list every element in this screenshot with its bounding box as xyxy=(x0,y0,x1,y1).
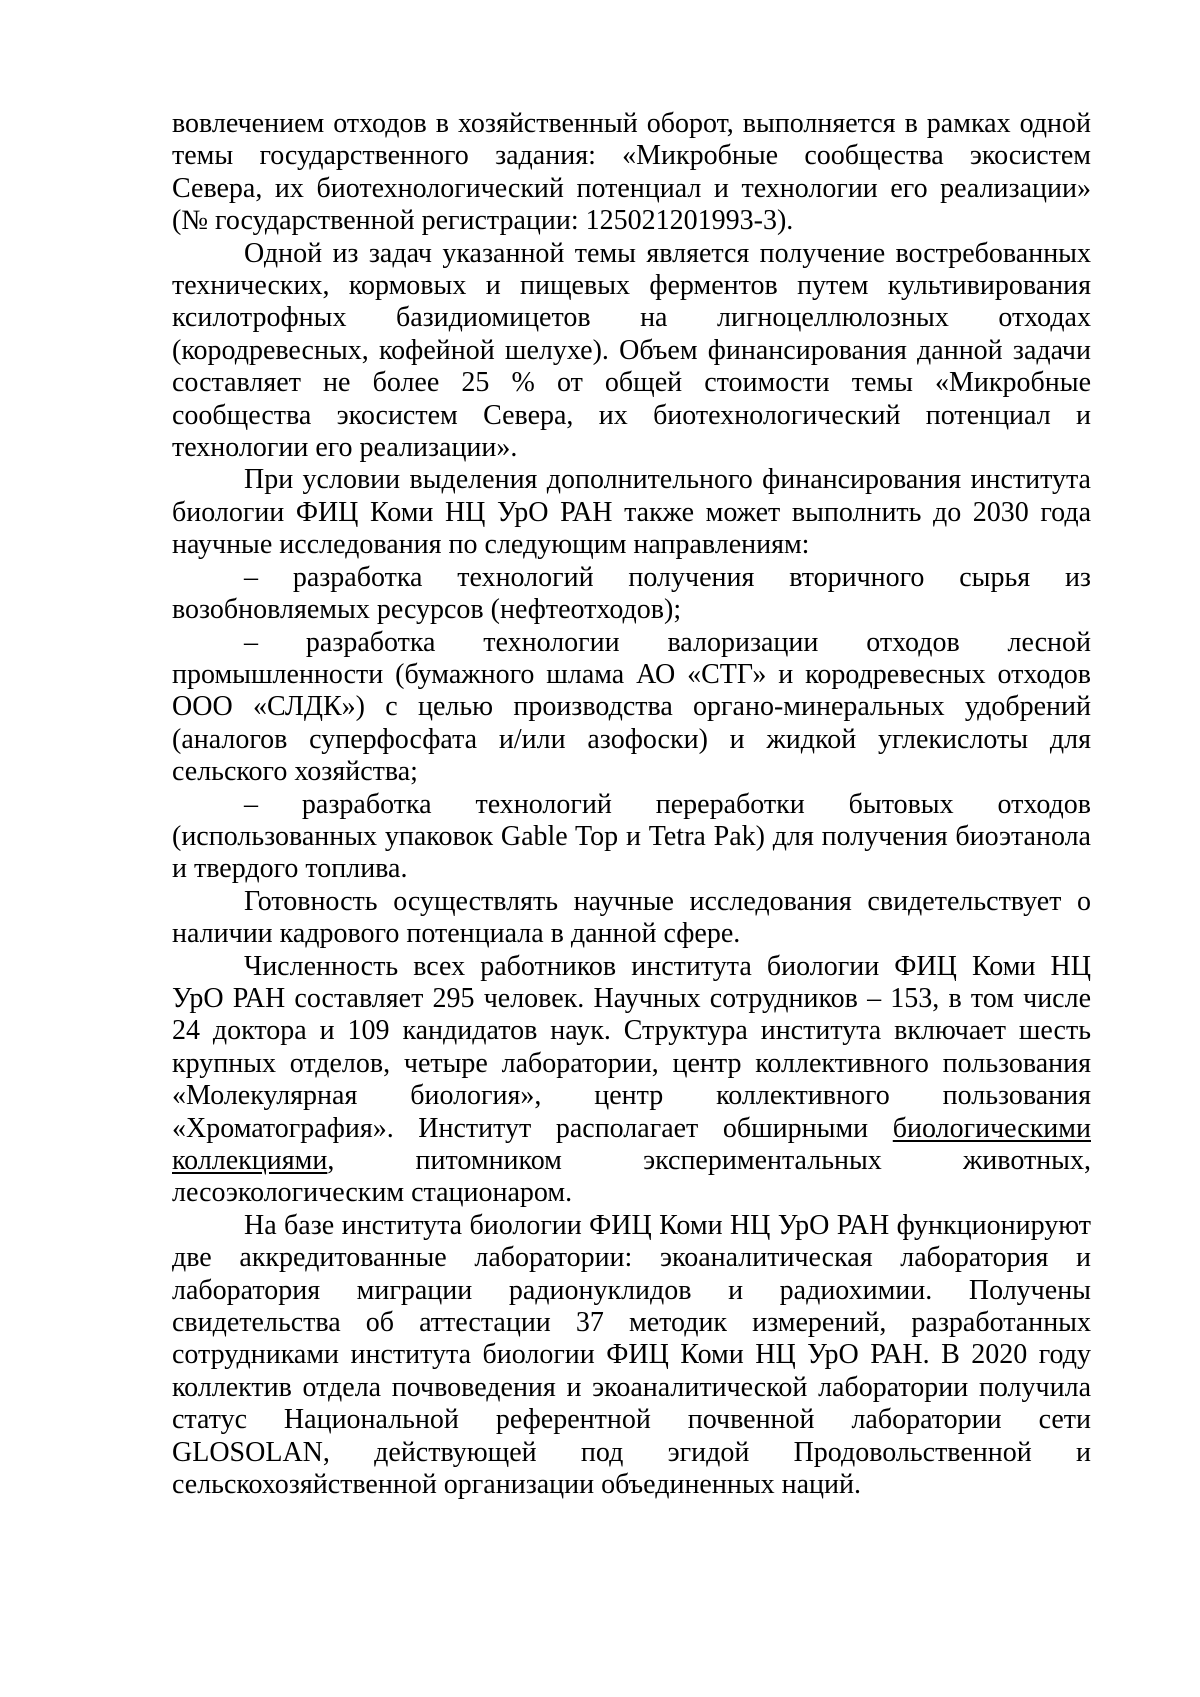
paragraph-readiness: Готовность осуществлять научные исследования свидетельствует о наличии кадрового потенциала в данной сфере. xyxy=(172,885,1091,950)
list-item-household-waste-processing: – разработка технологий переработки бытовых отходов (использованных упаковок Gable Top и Tetra Pak) для получения биоэтанола и твердого топлива. xyxy=(172,788,1091,885)
staff-text-before-link: Численность всех работников института биологии ФИЦ Коми НЦ УрО РАН составляет 295 человек. Научных сотрудников – 153, в том числе 24 доктора и 109 кандидатов наук. Структура института включает шесть крупных отделов, четыре лаборатории, центр коллективного пользования «Молекулярная биология», центр коллективного пользования «Хроматография». Институт располагает обширными xyxy=(172,950,1091,1144)
paragraph-continuation: вовлечением отходов в хозяйственный оборот, выполняется в рамках одной темы государственного задания: «Микробные сообщества экосистем Севера, их биотехнологический потенциал и технологии его реализации» (№ государственной регистрации: 125021201993-3). xyxy=(172,108,1091,237)
paragraph-accredited-labs: На базе института биологии ФИЦ Коми НЦ УрО РАН функционируют две аккредитованные лаборатории: экоаналитическая лаборатория и лаборатория миграции радионуклидов и радиохимии. Получены свидетельства об аттестации 37 методик измерений, разработанных сотрудниками института биологии ФИЦ Коми НЦ УрО РАН. В 2020 году коллектив отдела почвоведения и экоаналитической лаборатории получила статус Национальной референтной почвенной лаборатории сети GLOSOLAN, действующей под эгидой Продовольственной и сельскохозяйственной организации объединенных наций. xyxy=(172,1209,1091,1501)
paragraph-additional-funding: При условии выделения дополнительного финансирования института биологии ФИЦ Коми НЦ УрО РАН также может выполнить до 2030 года научные исследования по следующим направлениям: xyxy=(172,464,1091,561)
list-item-forest-waste-valorization: – разработка технологии валоризации отходов лесной промышленности (бумажного шлама АО «СТГ» и кородревесных отходов ООО «СЛДК») с целью производства органо-минеральных удобрений (аналогов суперфосфата и/или азофоски) и жидкой углекислоты для сельского хозяйства; xyxy=(172,626,1091,788)
document-page xyxy=(172,108,1091,1501)
paragraph-task-description: Одной из задач указанной темы является получение востребованных технических, кормовых и пищевых ферментов путем культивирования ксилотрофных базидиомицетов на лигноцеллюлозных отходах (кородревесных, кофейной шелухе). Объем финансирования данной задачи составляет не более 25 % от общей стоимости темы «Микробные сообщества экосистем Севера, их биотехнологический потенциал и технологии его реализации». xyxy=(172,237,1091,464)
paragraph-staff-structure xyxy=(172,951,1091,1210)
staff-text-after-link: , питомником экспериментальных животных, лесоэкологическим стационаром. xyxy=(172,1145,1091,1209)
list-item-secondary-raw-materials: – разработка технологий получения вторичного сырья из возобновляемых ресурсов (нефтеотходов); xyxy=(172,561,1091,626)
biological-collections-link[interactable]: биологическими коллекциями xyxy=(172,1112,1091,1176)
